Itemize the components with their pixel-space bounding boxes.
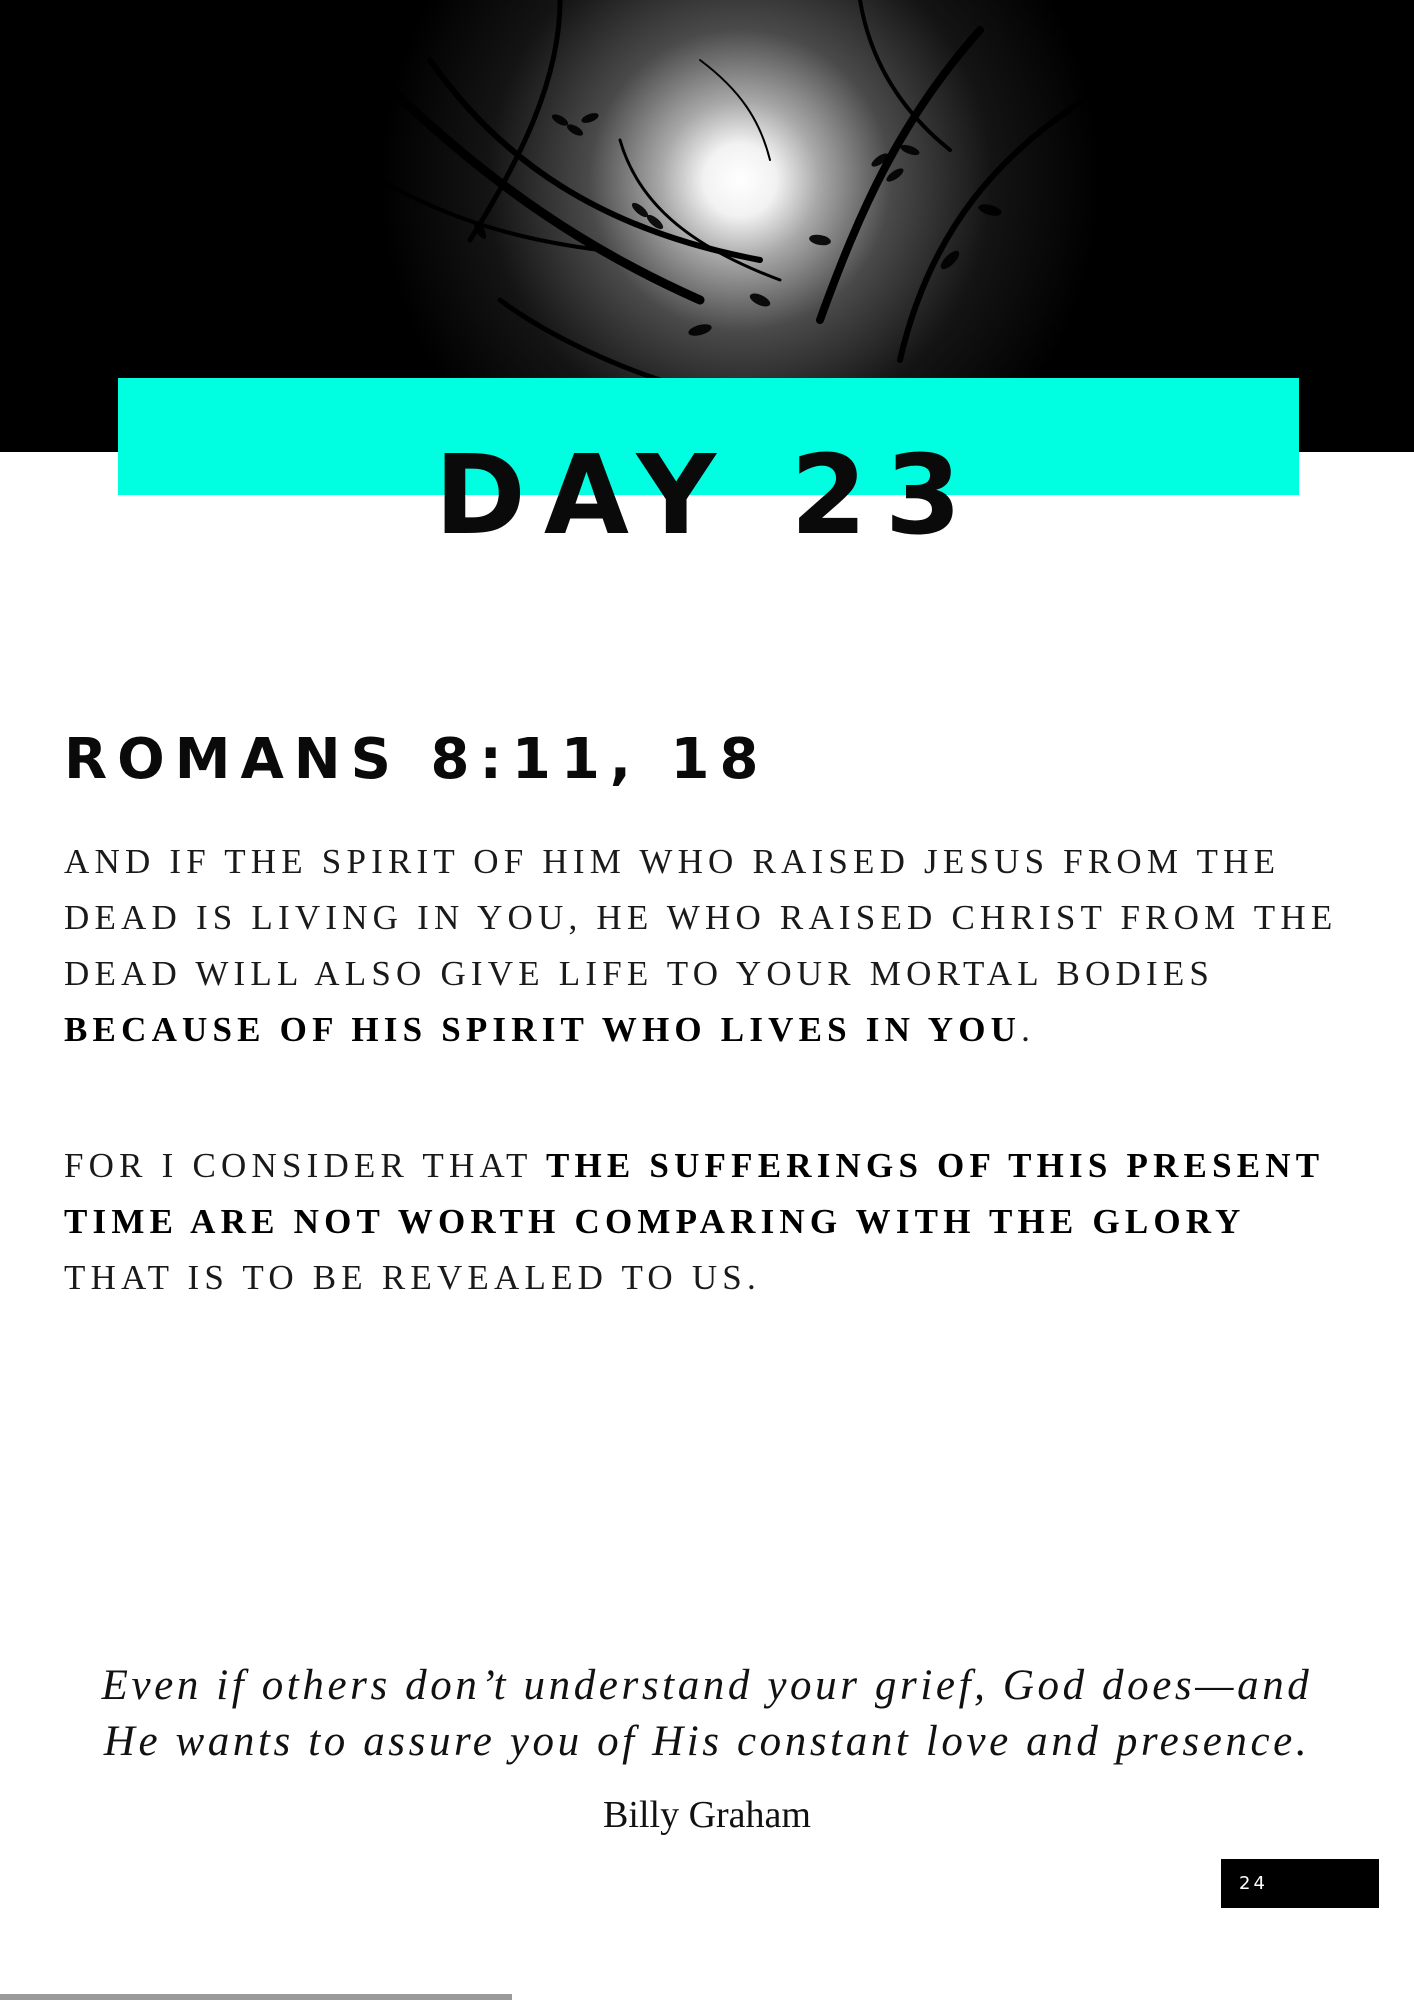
day-title: DAY 23 [434, 431, 980, 559]
verse-text: AND IF THE SPIRIT OF HIM WHO RAISED JESUS FROM THE DEAD IS LIVING IN YOU, HE WHO RAISED CHRIST FROM THE DEAD WILL ALSO GIVE LIFE TO YOUR MORTAL BODIES [64, 842, 1338, 993]
verse-text: FOR I CONSIDER THAT [64, 1146, 546, 1185]
verse-emphasis: BECAUSE OF HIS SPIRIT WHO LIVES IN YOU [64, 1010, 1022, 1049]
bottom-divider [0, 1994, 512, 2000]
verse-paragraph [64, 834, 1354, 1058]
quote-author: Billy Graham [603, 1794, 811, 1836]
verse-emphasis: THE SUFFERINGS OF THIS PRESENT TIME ARE NOT WORTH COMPARING WITH THE GLORY [64, 1146, 1324, 1241]
quote-line: Even if others don’t understand your grief, God does—and [101, 1662, 1313, 1709]
quote-line: He wants to assure you of His constant love and presence. [103, 1718, 1311, 1765]
page-number: 24 [1239, 1873, 1268, 1894]
quote [0, 1658, 1414, 1770]
page-number-badge [1221, 1859, 1379, 1908]
verse-text: . [1021, 1010, 1036, 1049]
scripture-reference: ROMANS 8:11, 18 [64, 727, 769, 792]
verse-text: THAT IS TO BE REVEALED TO US. [64, 1258, 761, 1297]
verse-paragraph [64, 1138, 1354, 1306]
